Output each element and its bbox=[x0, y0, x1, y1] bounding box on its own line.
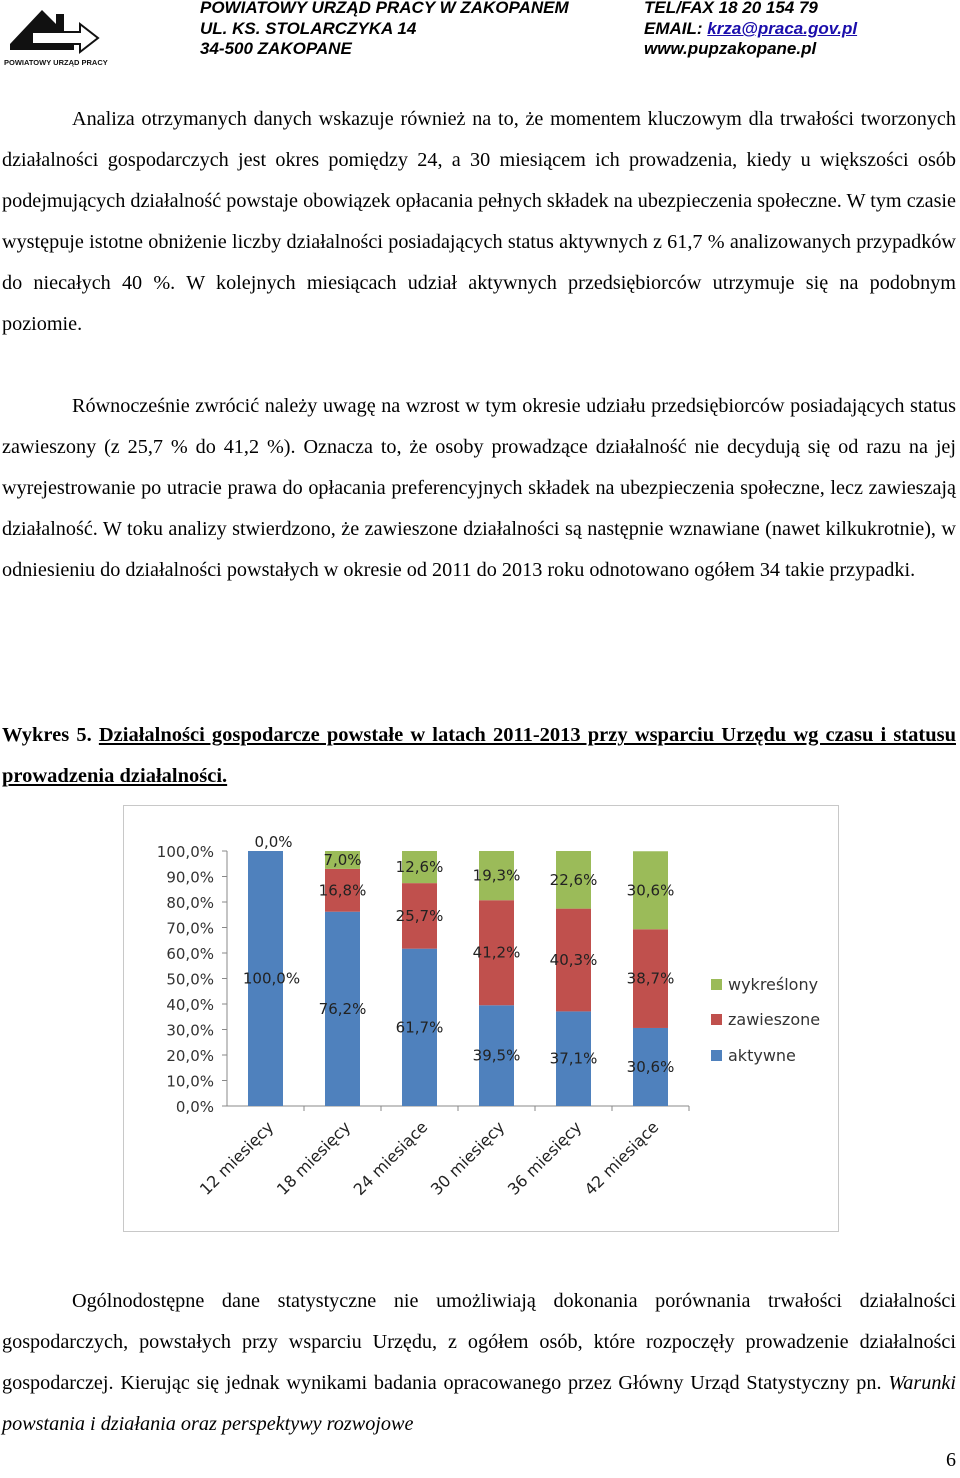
data-label: 41,2% bbox=[472, 943, 521, 962]
y-tick-label: 90,0% bbox=[166, 868, 214, 887]
x-tick-label: 12 miesięcy bbox=[195, 1117, 278, 1199]
logo-caption: POWIATOWY URZĄD PRACY bbox=[4, 58, 108, 67]
data-label: 25,7% bbox=[395, 906, 444, 925]
website-link[interactable]: www.pupzakopane.pl bbox=[644, 39, 817, 58]
y-tick-label: 0,0% bbox=[175, 1098, 214, 1116]
office-email-row bbox=[644, 19, 857, 39]
email-label: EMAIL: bbox=[644, 19, 703, 38]
paragraph-3-text: Ogólnodostępne dane statystyczne nie umożliwiają dokonania porównania trwałości działalności gospodarczych, powstałych przy wsparciu Urzędu, z ogółem osób, które rozpoczęły prowadzenie działalności gospodarczej. Kierując się jednak wynikami badania opracowanego przez Główny Urząd Statystyczny pn. bbox=[2, 1290, 956, 1394]
data-label: 100,0% bbox=[242, 969, 301, 988]
caption-text: Działalności gospodarcze powstałe w latach 2011-2013 przy wsparciu Urzędu wg czasu i statusu prowadzenia działalności. bbox=[2, 724, 956, 787]
publication-title: Warunki powstania i działania oraz perspektywy rozwojowe bbox=[2, 1372, 956, 1435]
data-label: 30,6% bbox=[626, 1057, 675, 1076]
data-label: 22,6% bbox=[549, 870, 598, 889]
legend-swatch bbox=[711, 1014, 722, 1025]
office-postal: 34-500 ZAKOPANE bbox=[200, 39, 352, 58]
data-label: 39,5% bbox=[472, 1046, 521, 1065]
caption-label: Wykres 5. bbox=[2, 724, 92, 746]
paragraph-1 bbox=[2, 99, 956, 345]
y-tick-label: 50,0% bbox=[166, 970, 214, 989]
paragraph-2 bbox=[2, 386, 956, 591]
office-phone: TEL/FAX 18 20 154 79 bbox=[644, 0, 818, 17]
chart-canvas bbox=[124, 806, 840, 1233]
page-number: 6 bbox=[946, 1449, 956, 1471]
data-label: 37,1% bbox=[549, 1049, 598, 1068]
x-tick-label: 24 miesiące bbox=[349, 1117, 432, 1200]
data-label: 61,7% bbox=[395, 1018, 444, 1037]
legend-label: zawieszone bbox=[728, 1010, 821, 1029]
paragraph-3 bbox=[2, 1281, 956, 1445]
chart-caption bbox=[2, 715, 956, 797]
x-tick-label: 36 miesięcy bbox=[503, 1117, 586, 1199]
y-tick-label: 30,0% bbox=[166, 1021, 214, 1040]
data-label: 0,0% bbox=[254, 833, 293, 851]
x-tick-label: 18 miesięcy bbox=[272, 1117, 355, 1199]
x-tick-label: 30 miesięcy bbox=[426, 1117, 509, 1199]
y-tick-label: 100,0% bbox=[156, 843, 214, 861]
data-label: 19,3% bbox=[472, 866, 521, 885]
page-header bbox=[0, 0, 960, 70]
legend-label: wykreślony bbox=[728, 975, 819, 994]
legend-label: aktywne bbox=[728, 1046, 796, 1065]
stacked-bar-chart bbox=[123, 805, 839, 1232]
data-label: 38,7% bbox=[626, 969, 675, 988]
y-tick-label: 20,0% bbox=[166, 1047, 214, 1065]
y-tick-label: 70,0% bbox=[166, 919, 214, 938]
data-label: 7,0% bbox=[323, 850, 362, 869]
y-tick-label: 60,0% bbox=[166, 945, 214, 963]
legend-swatch bbox=[711, 979, 722, 990]
paragraph-1-text: Analiza otrzymanych danych wskazuje również na to, że momentem kluczowym dla trwałości tworzonych działalności gospodarczych jest okres pomiędzy 24, a 30 miesiącem ich prowadzenia, kiedy u większości osób podejmujących działalność powstaje obowiązek opłacania pełnych składek na ubezpieczenia społeczne. W tym czasie występuje istotne obniżenie liczby działalności posiadających status aktywnych z 61,7 % analizowanych przypadków do niecałych 40 %. W kolejnych miesiącach udział aktywnych przedsiębiorców utrzymuje się na podobnym poziomie. bbox=[2, 108, 956, 335]
y-tick-label: 40,0% bbox=[166, 996, 214, 1014]
data-label: 40,3% bbox=[549, 951, 598, 970]
y-tick-label: 80,0% bbox=[166, 894, 214, 912]
y-tick-label: 10,0% bbox=[166, 1072, 214, 1091]
office-logo bbox=[2, 2, 112, 68]
data-label: 30,6% bbox=[626, 881, 675, 900]
office-street: UL. KS. STOLARCZYKA 14 bbox=[200, 19, 417, 38]
data-label: 16,8% bbox=[318, 881, 367, 900]
office-name: POWIATOWY URZĄD PRACY W ZAKOPANEM bbox=[200, 0, 569, 17]
data-label: 76,2% bbox=[318, 999, 367, 1018]
x-tick-label: 42 miesiące bbox=[580, 1117, 663, 1200]
email-link[interactable]: krza@praca.gov.pl bbox=[707, 19, 858, 38]
legend-swatch bbox=[711, 1050, 722, 1061]
data-label: 12,6% bbox=[395, 858, 444, 877]
paragraph-2-text: Równocześnie zwrócić należy uwagę na wzrost w tym okresie udziału przedsiębiorców posiadających status zawieszony (z 25,7 % do 41,2 %). Oznacza to, że osoby prowadzące działalność nie decydują się od razu na jej wyrejestrowanie po utracie prawa do opłacania preferencyjnych składek na ubezpieczenia społeczne, lecz zawieszają działalność. W toku analizy stwierdzono, że zawieszone działalności są następnie wznawiane (nawet kilkukrotnie), w odniesieniu do działalności powstałych w okresie od 2011 do 2013 roku odnotowano ogółem 34 takie przypadki. bbox=[2, 395, 956, 581]
